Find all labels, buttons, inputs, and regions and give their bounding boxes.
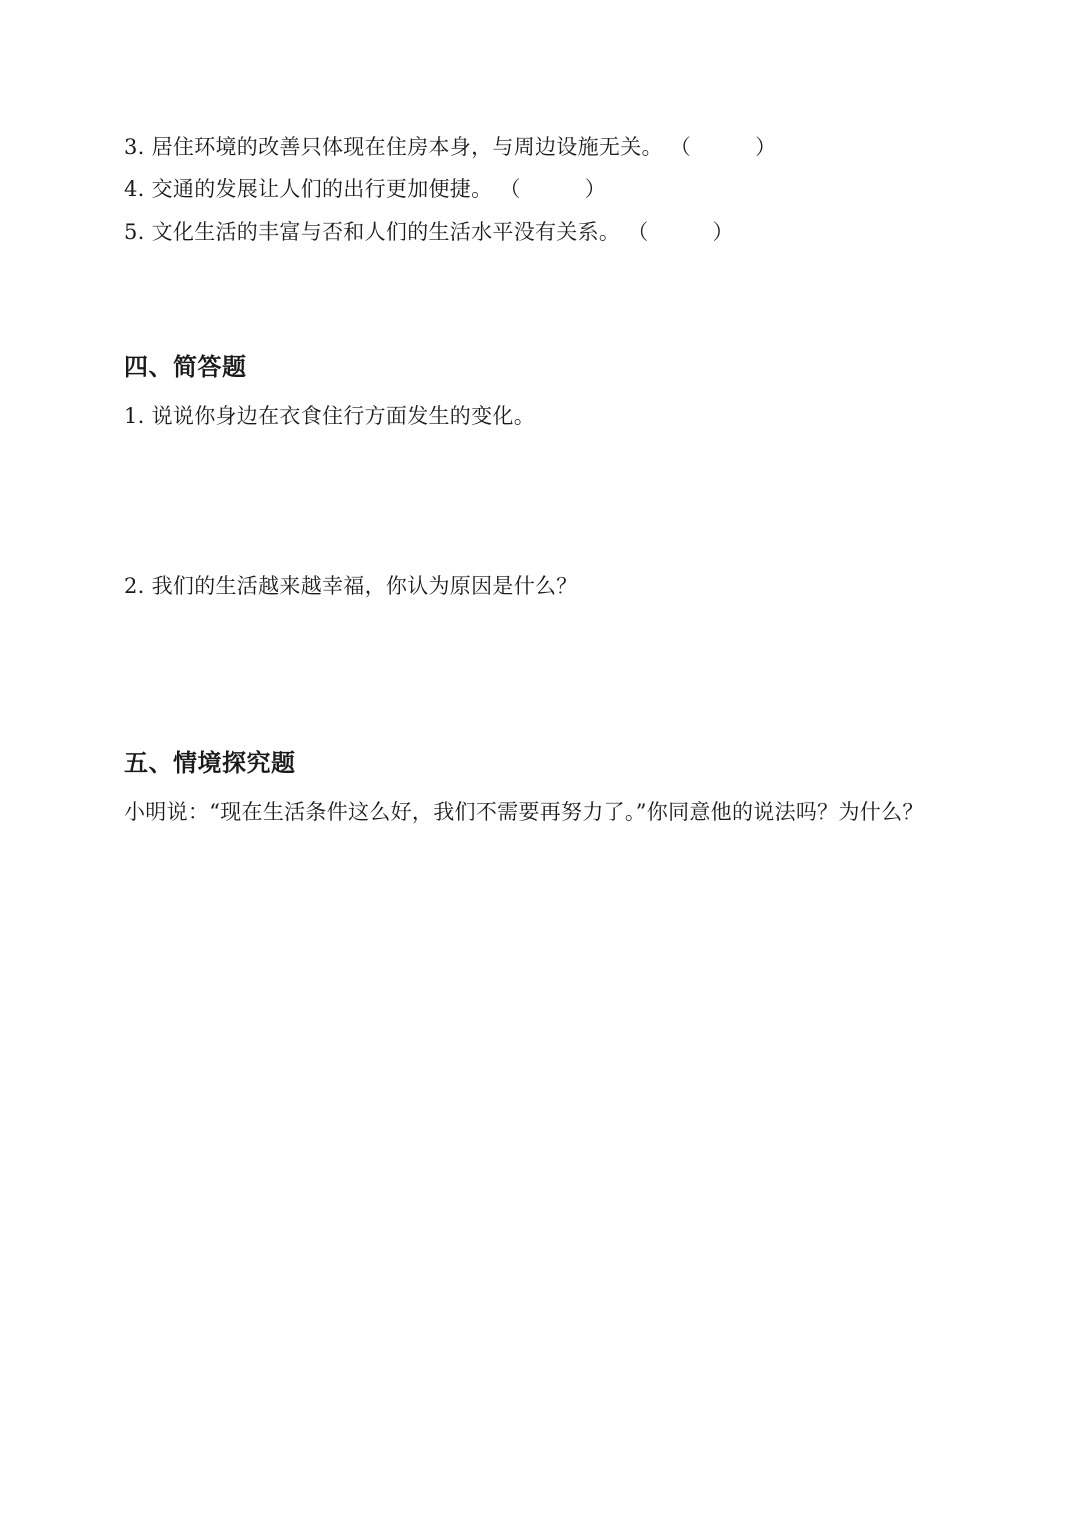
short-answer-question-1: 1. 说说你身边在衣食住行方面发生的变化。 [124, 404, 536, 428]
answer-blank[interactable]: （ ） [627, 220, 734, 244]
section-heading-short-answer: 四、简答题 [124, 353, 247, 381]
section-heading-scenario: 五、情境探究题 [124, 749, 296, 777]
judgment-item-5 [124, 217, 734, 247]
scenario-question: 小明说：“现在生活条件这么好，我们不需要再努力了。”你同意他的说法吗？为什么？ [124, 800, 924, 824]
judgment-item-4 [124, 174, 606, 204]
judgment-item-text: 3. 居住环境的改善只体现在住房本身，与周边设施无关。 [124, 135, 663, 159]
judgment-item-text: 4. 交通的发展让人们的出行更加便捷。 [124, 177, 493, 201]
judgment-item-text: 5. 文化生活的丰富与否和人们的生活水平没有关系。 [124, 220, 621, 244]
answer-blank[interactable]: （ ） [669, 135, 777, 159]
short-answer-question-2: 2. 我们的生活越来越幸福，你认为原因是什么？ [124, 574, 578, 598]
answer-blank[interactable]: （ ） [499, 177, 607, 201]
judgment-item-3 [124, 132, 776, 162]
